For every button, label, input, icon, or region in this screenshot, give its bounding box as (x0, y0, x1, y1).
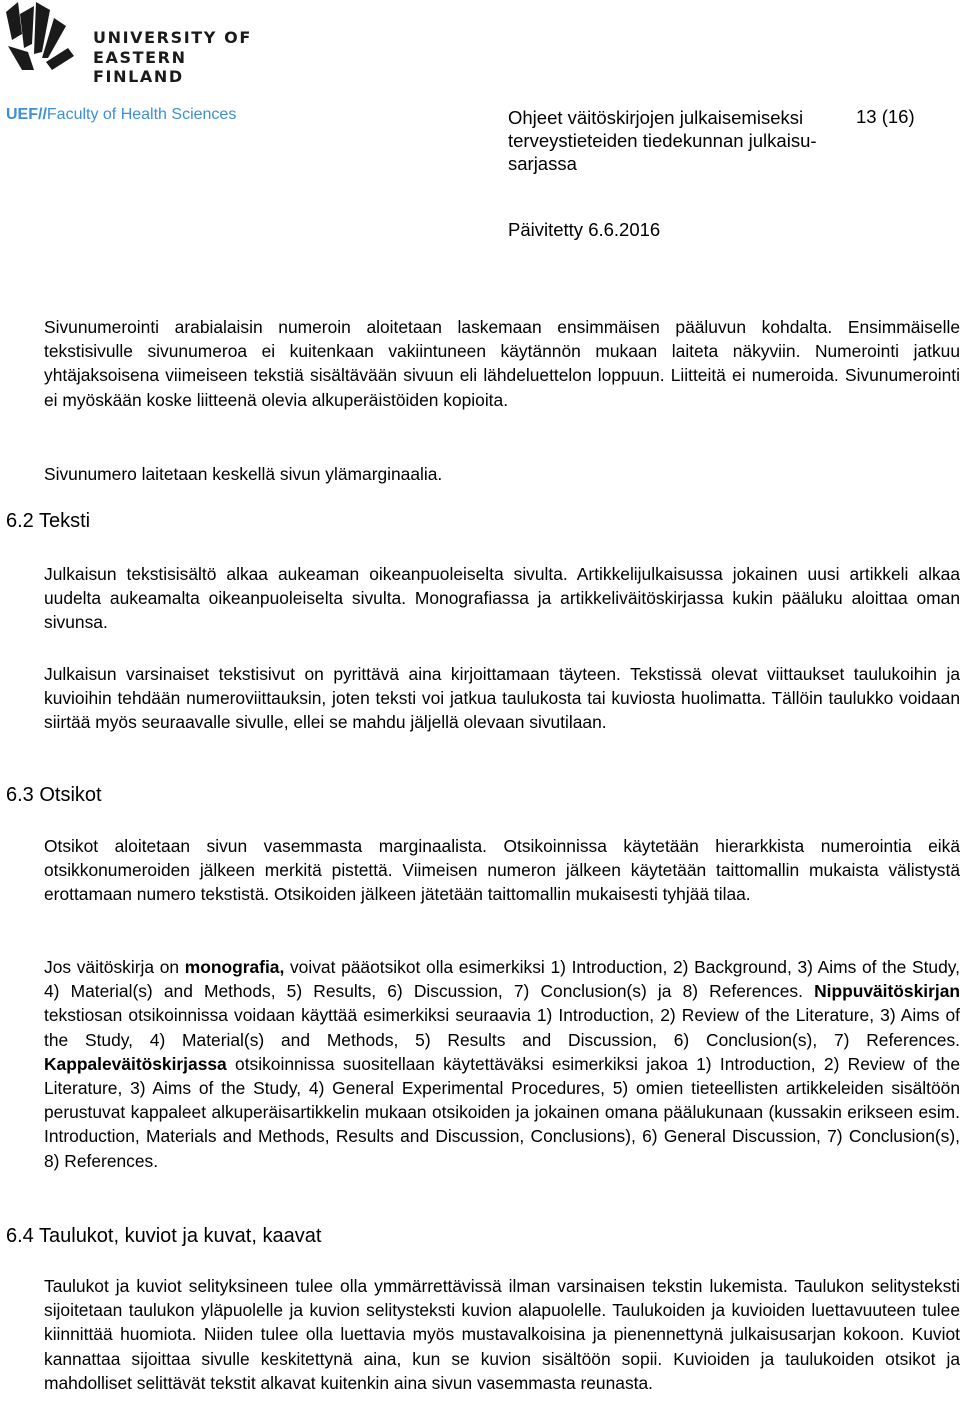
p6-bold-nippu: Nippuväitöskirjan (814, 981, 960, 1002)
p6-text-c: voivat pääotsikot olla esimerkiksi 1) Introduction, 2) Background, 3) Aims of the Study, 4) Material(s) and Methods, 5) Results, 6) Discussion, 7) Conclusion(s) ja 8) References. (44, 957, 960, 1002)
paragraph-heading-examples (44, 955, 960, 1173)
p6-text-a: Jos väitöskirja on (44, 957, 185, 977)
paragraph-tables-figures: Taulukot ja kuviot selityksineen tulee olla ymmärrettävissä ilman varsinaisen tekstin lukemista. Taulukon selitysteksti sijoitetaan taulukon yläpuolelle ja kuvion selitysteksti kuvion alapuolelle. Taulukoiden ja kuvioiden luettavuuteen tulee kiinnittää huomiota. Niiden tulee olla luettavia myös mustavalkoisina ja pienennettynä julkaisusarjan kokoon. Kuviot kannattaa sijoittaa sivulle keskitettynä aina, kun se kuvion sisältöön sopii. Kuvioiden ja taulukoiden otsikot ja mahdolliset selittävät tekstit alkavat kuitenkin aina sivun vasemmasta reunasta. (44, 1276, 960, 1393)
document-title: Ohjeet väitöskirjojen julkaisemiseksi terveystieteiden tiedekunnan julkaisu-sarjassa (508, 107, 817, 174)
p6-text-g: otsikoinnissa suositellaan käytettäväksi esimerkiksi jakoa 1) Introduction, 2) Review of the Literature, 3) Aims of the Study, 4) General Experimental Procedures, 5) omien tieteellisten artikkeleiden sisältöön perustuvat kappaleet alkuperäisartikkelin mukaan otsikoiden ja jokainen omana päälukunaan (kussakin erikseen esim. Introduction, Materials and Methods, Results and Discussion, Conclusions), 6) General Discussion, 7) Conclusion(s), 8) References. (44, 1053, 960, 1171)
p6-bold-monografia: monografia, (184, 957, 285, 977)
tree-emblem-icon (4, 0, 84, 72)
heading-6-3: 6.3 Otsikot (6, 784, 102, 806)
logo-line-1: UNIVERSITY OF (93, 28, 252, 47)
faculty-name: Faculty of Health Sciences (46, 106, 237, 123)
paragraph-headings: Otsikot aloitetaan sivun vasemmasta marginaalista. Otsikoinnissa käytetään hierarkkista numerointia eikä otsikkonumeroiden jälkeen merkitä pistettä. Viimeisen numeron jälkeen käytetään taittomallin mukaista välistystä erottamaan numero tekstistä. Otsikoiden jälkeen jätetään taittomallin mukaisesti tyhjää tilaa. (44, 836, 960, 905)
faculty-label (6, 106, 236, 124)
paragraph-page-number-position: Sivunumero laitetaan keskellä sivun ylämarginaalia. (44, 464, 443, 484)
page-number: 13 (16) (856, 106, 915, 127)
paragraph-page-numbering: Sivunumerointi arabialaisin numeroin aloitetaan laskemaan ensimmäisen pääluvun kohdalta. Ensimmäiselle tekstisivulle sivunumeroa ei kuitenkaan vakiintuneen käytännön mukaan laiteta näkyviin. Numerointi jatkuu yhtäjaksoisena viimeiseen tekstiä sisältävään sivuun eli lähdeluettelon loppuun. Liitteitä ei numeroida. Sivunumerointi ei myöskään koske liitteenä olevia alkuperäistöiden kopioita. (44, 317, 960, 410)
p6-text-e: tekstiosan otsikoinnissa voidaan käyttää esimerkiksi seuraavia 1) Introduction, 2) Review of the Literature, 3) Aims of the Study, 4) Material(s) and Methods, 5) Results and Discussion, 6) Conclusion(s), 7) References. (44, 1005, 960, 1050)
university-logo (0, 0, 270, 86)
heading-6-4: 6.4 Taulukot, kuviot ja kuvat, kaavat (6, 1225, 322, 1247)
heading-6-2: 6.2 Teksti (6, 510, 91, 532)
paragraph-text-pages: Julkaisun varsinaiset tekstisivut on pyrittävä aina kirjoittamaan täyteen. Tekstissä olevat viittaukset taulukoihin ja kuvioihin tehdään numeroviittauksin, joten teksti voi jatkua taulukosta tai kuviosta huolimatta. Tällöin taulukko voidaan siirtää myös seuraavalle sivulle, ellei se mahdu jäljellä olevaan sivutilaan. (44, 664, 960, 733)
paragraph-text-start: Julkaisun tekstisisältö alkaa aukeaman oikeanpuoleiselta sivulta. Artikkelijulkaisussa jokainen uusi artikkeli alkaa uudelta aukeamalta oikeanpuoleiselta sivulta. Monografiassa ja artikkeliväitöskirjassa kukin pääluku aloittaa oman sivunsa. (44, 564, 960, 633)
logo-line-2: EASTERN FINLAND (93, 48, 187, 86)
faculty-prefix: UEF// (6, 106, 47, 123)
updated-date: Päivitetty 6.6.2016 (508, 219, 661, 240)
p6-bold-kappale: Kappaleväitöskirjassa (44, 1053, 227, 1074)
